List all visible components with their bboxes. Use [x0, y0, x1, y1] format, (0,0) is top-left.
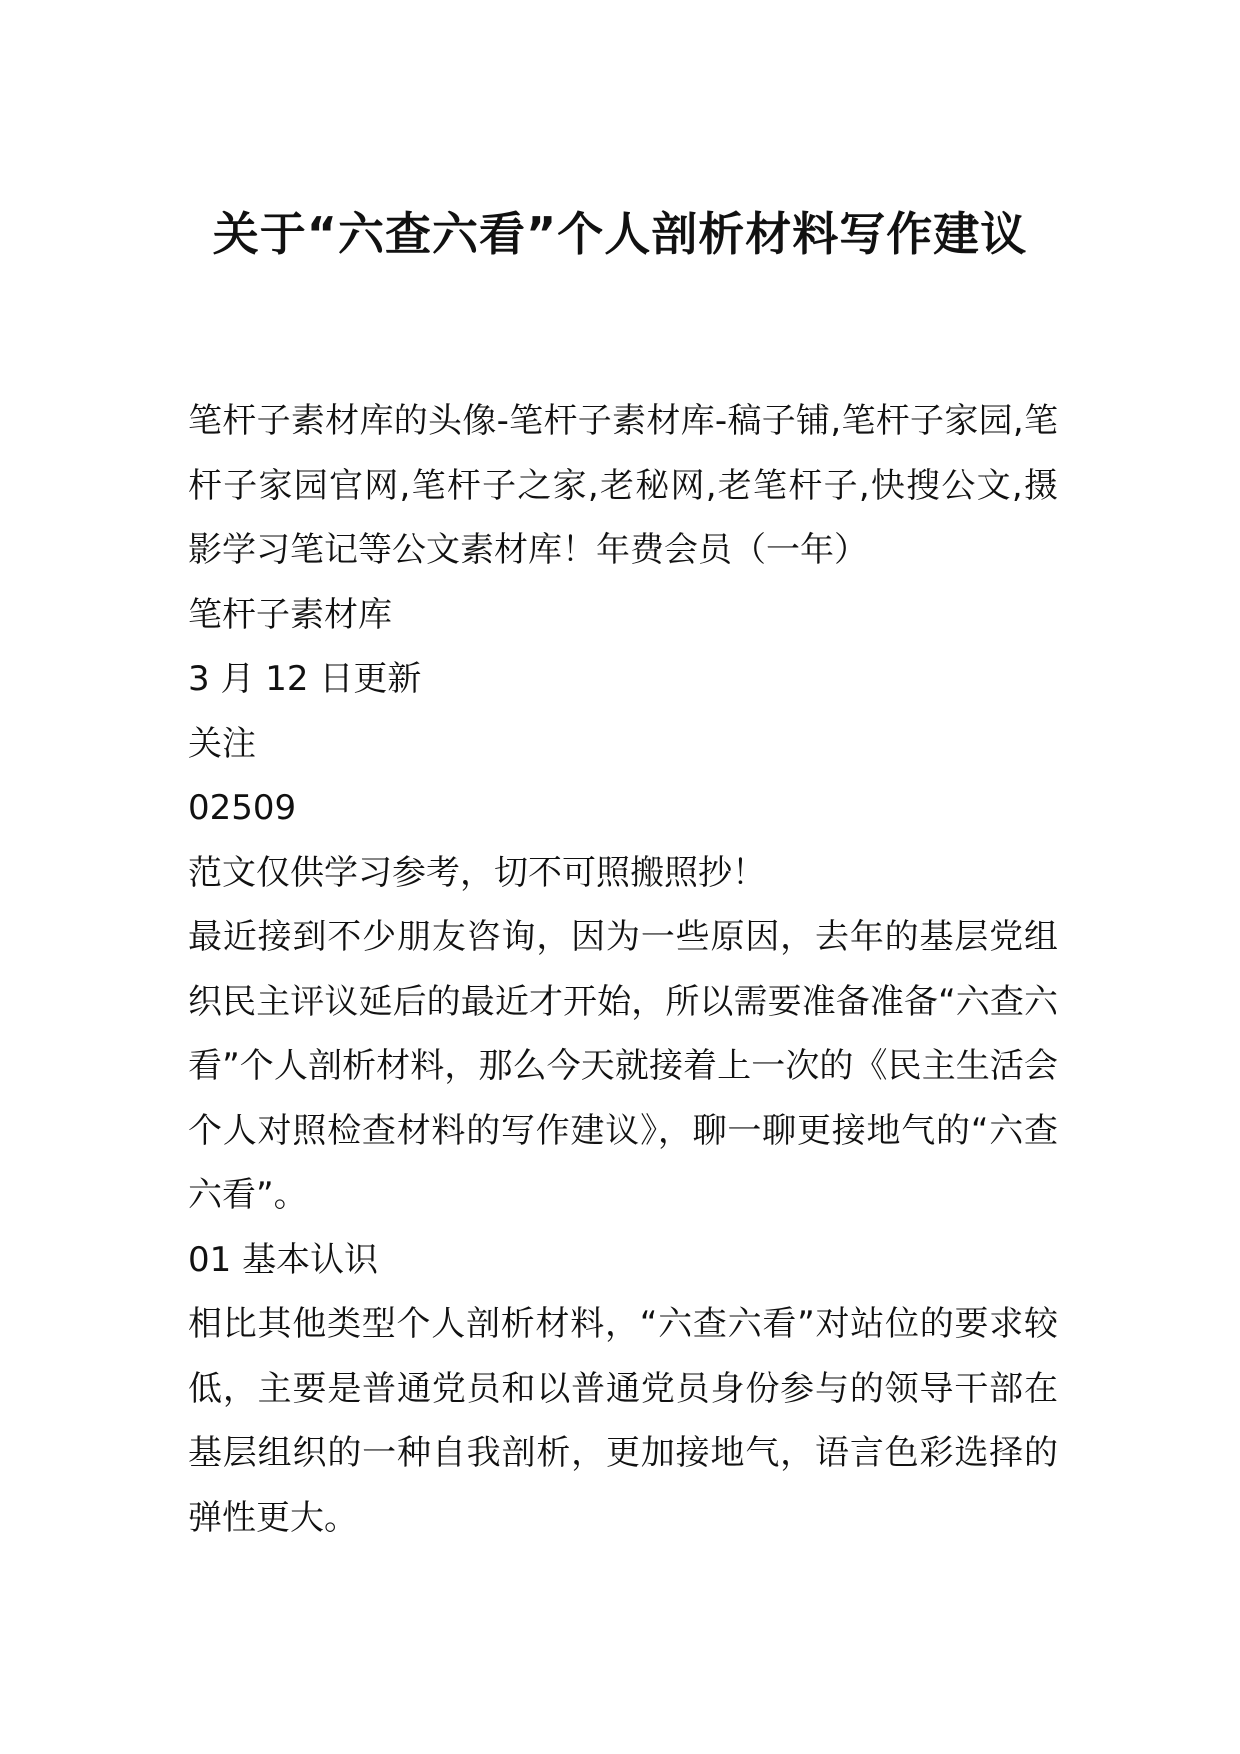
- view-count: 02509: [188, 788, 297, 828]
- section-heading: 01 基本认识: [188, 1239, 379, 1280]
- author-name: 笔杆子素材库: [188, 594, 392, 635]
- body-paragraph: 相比其他类型个人剖析材料，“六查六看”对站位的要求较低，主要是普通党员和以普通党员身份参与的领导干部在基层组织的一种自我剖析，更加接地气，语言色彩选择的弹性更大。: [188, 1304, 1058, 1538]
- update-date: 3 月 12 日更新: [188, 659, 422, 699]
- document-title: 关于“六查六看”个人剖析材料写作建议: [212, 207, 1028, 261]
- follow-label: 关注: [188, 723, 256, 764]
- body-paragraph: 最近接到不少朋友咨询，因为一些原因，去年的基层党组织民主评议延后的最近才开始，所以需要准备准备“六查六看”个人剖析材料，那么今天就接着上一次的《民主生活会个人对照检查材料的写作建议》，聊一聊更接地气的“六查六看”。: [188, 917, 1058, 1215]
- intro-paragraph: 笔杆子素材库的头像-笔杆子素材库-稿子铺,笔杆子家园,笔杆子家园官网,笔杆子之家,老秘网,老笔杆子,快搜公文,摄影学习笔记等公文素材库！年费会员（一年）: [188, 401, 1058, 570]
- disclaimer-paragraph: 范文仅供学习参考，切不可照搬照抄！: [188, 852, 766, 893]
- document-body: [188, 389, 1058, 1550]
